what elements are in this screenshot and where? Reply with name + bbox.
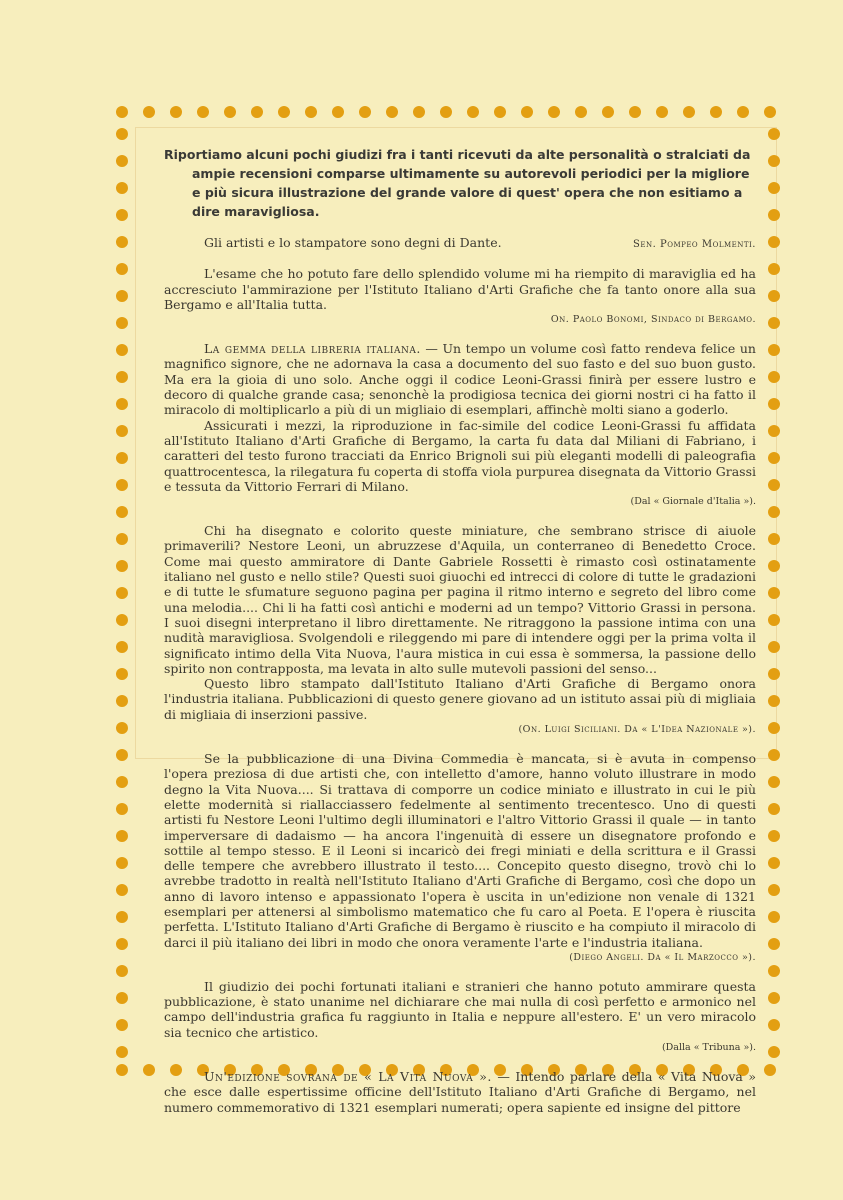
border-dot <box>116 587 128 599</box>
border-dot <box>768 1046 780 1058</box>
border-dot <box>768 776 780 788</box>
border-dot <box>116 128 128 140</box>
border-dot <box>602 106 614 118</box>
quote-attribution: On. Paolo Bonomi, Sindaco di Bergamo. <box>550 314 756 326</box>
border-dot <box>768 1019 780 1031</box>
border-dot <box>305 106 317 118</box>
border-dot <box>768 155 780 167</box>
border-dot <box>116 641 128 653</box>
border-dot <box>116 344 128 356</box>
border-dot <box>629 106 641 118</box>
border-dot <box>116 749 128 761</box>
border-dot <box>251 106 263 118</box>
quote-attribution: (On. Luigi Siciliani. Da « L'Idea Nazionale »). <box>518 724 756 736</box>
border-dot <box>224 106 236 118</box>
border-dot <box>116 182 128 194</box>
border-dot <box>575 106 587 118</box>
border-dot <box>768 560 780 572</box>
border-dot <box>413 106 425 118</box>
border-dot <box>768 668 780 680</box>
border-dot <box>768 371 780 383</box>
border-dot <box>768 722 780 734</box>
border-dot <box>116 317 128 329</box>
border-dot <box>116 1064 128 1076</box>
border-dot <box>116 1046 128 1058</box>
spacer <box>164 507 756 523</box>
border-dot <box>521 106 533 118</box>
border-dot <box>710 106 722 118</box>
border-dot <box>768 965 780 977</box>
quote-angeli: Se la pubblicazione di una Divina Commedia è mancata, si è avuta in compenso l'opera preziosa di due artisti che, con intelletto d'amore, hanno voluto illustrare in modo degno la Vita Nuova.... Si trattava di comporre un codice miniato e illustrato in cui le più elette modernità si riallacciassero fedelmente al sentimento trecentesco. Uno di questi artisti fu Nestore Leoni l'ultimo degli illuminatori e l'altro Vittorio Grassi il quale — in tanto imperversare di dadaismo — ha ancora l'ingenuità di essere un disegnatore profondo e sottile al tempo stesso. E il Leoni si incaricò dei fregi miniati e della scrittura e il Grassi delle tempere che avrebbero illustrato il testo.... Concepito questo disegno, trovò chi lo avrebbe tradotto in realtà nell'Istituto Italiano d'Arti Grafiche di Bergamo, così che dopo un anno di lavoro intenso e appassionato l'opera è uscita in un'edizione non venale di 1321 esemplari per attenersi al simbolismo matematico che fu caro al Poeta. E l'opera è riuscita perfetta. L'Istituto Italiano d'Arti Grafiche di Bergamo è riuscito e ha compiuto il miracolo di darci il più italiano dei libri in modo che onora veramente l'arte e l'industria italiana. <box>164 751 756 950</box>
border-dot <box>768 695 780 707</box>
spacer <box>164 963 756 979</box>
quote-text: Gli artisti e lo stampatore sono degni di Dante. <box>204 235 502 250</box>
quote-giornale-italia <box>164 341 756 417</box>
border-dot <box>143 106 155 118</box>
border-dot <box>768 479 780 491</box>
border-dot <box>143 1064 155 1076</box>
border-dot <box>116 479 128 491</box>
quote-vita-nuova <box>164 1069 756 1115</box>
quote-attribution: (Dal « Giornale d'Italia »). <box>630 496 756 508</box>
border-dot <box>116 614 128 626</box>
border-dot <box>768 749 780 761</box>
quote-attribution: Sen. Pompeo Molmenti. <box>633 239 756 250</box>
border-dot <box>116 992 128 1004</box>
border-dot <box>170 106 182 118</box>
border-dot <box>768 533 780 545</box>
border-dot <box>768 938 780 950</box>
spacer <box>164 325 756 341</box>
border-dot <box>116 965 128 977</box>
quote-attribution: (Dalla « Tribuna »). <box>661 1042 756 1054</box>
border-dot <box>768 911 780 923</box>
border-dot <box>768 398 780 410</box>
border-dot <box>768 290 780 302</box>
border-dot <box>116 938 128 950</box>
border-dot <box>197 106 209 118</box>
border-dot <box>768 884 780 896</box>
quote-heading: La gemma della libreria italiana. <box>204 341 421 357</box>
left-dot-border <box>116 128 128 1058</box>
border-dot <box>116 857 128 869</box>
border-dot <box>768 128 780 140</box>
quote-text: Questo libro stampato dall'Istituto Italiano d'Arti Grafiche di Bergamo onora l'industria italiana. Pubblicazioni di questo genere giovano ad un istituto assai più di migliaia di migliaia di inserzioni passive. <box>164 676 756 722</box>
border-dot <box>768 263 780 275</box>
border-dot <box>116 911 128 923</box>
border-dot <box>116 722 128 734</box>
border-dot <box>768 506 780 518</box>
border-dot <box>768 344 780 356</box>
border-dot <box>764 1064 776 1076</box>
border-dot <box>683 106 695 118</box>
border-dot <box>116 290 128 302</box>
border-dot <box>116 155 128 167</box>
border-dot <box>768 857 780 869</box>
border-dot <box>116 560 128 572</box>
border-dot <box>768 992 780 1004</box>
border-dot <box>116 398 128 410</box>
border-dot <box>116 803 128 815</box>
quote-text: Assicurati i mezzi, la riproduzione in fac-simile del codice Leoni-Grassi fu affidata all'Istituto Italiano d'Arti Grafiche di Bergamo, la carta fu data dal Miliani di Fabriano, i caratteri del testo furono tracciati da Enrico Brignoli sui più eleganti modelli di paleografia quattrocentesca, la rilegatura fu coperta di stoffa viola purpurea disegnata da Vittorio Grassi e tessuta da Vittorio Ferrari di Milano. <box>164 417 756 494</box>
border-dot <box>768 209 780 221</box>
border-dot <box>768 803 780 815</box>
spacer <box>164 735 756 751</box>
border-dot <box>116 884 128 896</box>
border-dot <box>768 614 780 626</box>
border-dot <box>116 668 128 680</box>
quote-text: — Intendo parlare della « Vita Nuova » che esce dalle espertissime officine dell'Istituto Italiano d'Arti Grafiche di Bergamo, nel numero commemorativo di 1321 esemplari numerati; opera sapiente ed insigne del pittore <box>164 1069 756 1115</box>
border-dot <box>116 506 128 518</box>
border-dot <box>116 371 128 383</box>
quote-tribuna: Il giudizio dei pochi fortunati italiani e stranieri che hanno potuto ammirare questa pubblicazione, è stato unanime nel dichiarare che mai nulla di così perfetto e armonico nel campo dell'industria grafica fu raggiunto in Italia e neppure all'estero. E' un vero miracolo sia tecnico che artistico. <box>164 978 756 1040</box>
border-dot <box>768 641 780 653</box>
quote-siciliani: Chi ha disegnato e colorito queste miniature, che sembrano strisce di aiuole primaverili? Nestore Leoni, un abruzzese d'Aquila, un conterraneo di Benedetto Croce. Come mai questo ammiratore di Dante Gabriele Rossetti è rimasto così ostinatamente italiano nel gusto e nello stile? Questi suoi giuochi ed intrecci di colore di tutte le gradazioni e di tutte le sfumature seguono pagina per pagina il ritmo interno e segreto del libro come una melodia.... Chi li ha fatti così antichi e moderni ad un tempo? Vittorio Grassi in persona. I suoi disegni interpretano il libro direttamente. Ne ritraggono la passione intima con una nudità maravigliosa. Svolgendoli e rileggendo mi pare di intendere oggi per la prima volta il significato intimo della Vita Nuova, l'aura mistica in cui essa è sommersa, la passione dello spirito non contrapposta, ma levata in alto sulle mutevoli passioni del senso... <box>164 523 756 676</box>
border-dot <box>737 106 749 118</box>
spacer <box>164 250 756 266</box>
border-dot <box>116 776 128 788</box>
border-dot <box>332 106 344 118</box>
quote-bonomi: L'esame che ho potuto fare dello splendido volume mi ha riempito di maraviglia ed ha accresciuto l'ammirazione per l'Istituto Italiano d'Arti Grafiche che fa tanto onore alla sua Bergamo e all'Italia tutta. <box>164 266 756 312</box>
border-dot <box>656 106 668 118</box>
border-dot <box>116 830 128 842</box>
spacer <box>164 1053 756 1069</box>
border-dot <box>386 106 398 118</box>
top-dot-border <box>116 106 776 118</box>
border-dot <box>116 209 128 221</box>
border-dot <box>768 317 780 329</box>
border-dot <box>116 695 128 707</box>
border-dot <box>768 182 780 194</box>
quote-text: — Un tempo un volume così fatto rendeva felice un magnifico signore, che ne adornava la casa a documento del suo fasto e del suo buon gusto. Ma era la gioia di uno solo. Anche oggi il codice Leoni-Grassi finirà per essere lustro e decoro di qualche grande casa; senonchè la prodigiosa tecnica dei giorni nostri ci ha fatto il miracolo di moltiplicarlo a più di un migliaio di esemplari, affinchè molti siano a goderlo. <box>164 341 756 418</box>
border-dot <box>116 1019 128 1031</box>
border-dot <box>768 236 780 248</box>
border-dot <box>440 106 452 118</box>
quote-attribution: (Diego Angeli. Da « Il Marzocco »). <box>569 951 756 963</box>
right-dot-border <box>768 128 780 1058</box>
quote-molmenti <box>164 235 756 250</box>
quote-heading: Un'edizione sovrana de « La Vita Nuova ». <box>204 1069 492 1085</box>
page-content <box>164 145 756 1115</box>
border-dot <box>116 425 128 437</box>
border-dot <box>278 106 290 118</box>
border-dot <box>116 452 128 464</box>
intro-paragraph: Riportiamo alcuni pochi giudizi fra i tanti ricevuti da alte personalità o stralciati da ampie recensioni comparse ultimamente su autorevoli periodici per la migliore e più sicura illustrazione del grande valore di quest' opera che non esitiamo a dire maravigliosa. <box>164 147 751 219</box>
border-dot <box>116 106 128 118</box>
border-dot <box>116 533 128 545</box>
border-dot <box>467 106 479 118</box>
border-dot <box>548 106 560 118</box>
border-dot <box>768 452 780 464</box>
border-dot <box>764 106 776 118</box>
border-dot <box>359 106 371 118</box>
border-dot <box>116 263 128 275</box>
border-dot <box>768 425 780 437</box>
border-dot <box>494 106 506 118</box>
border-dot <box>768 587 780 599</box>
border-dot <box>116 236 128 248</box>
border-dot <box>768 830 780 842</box>
